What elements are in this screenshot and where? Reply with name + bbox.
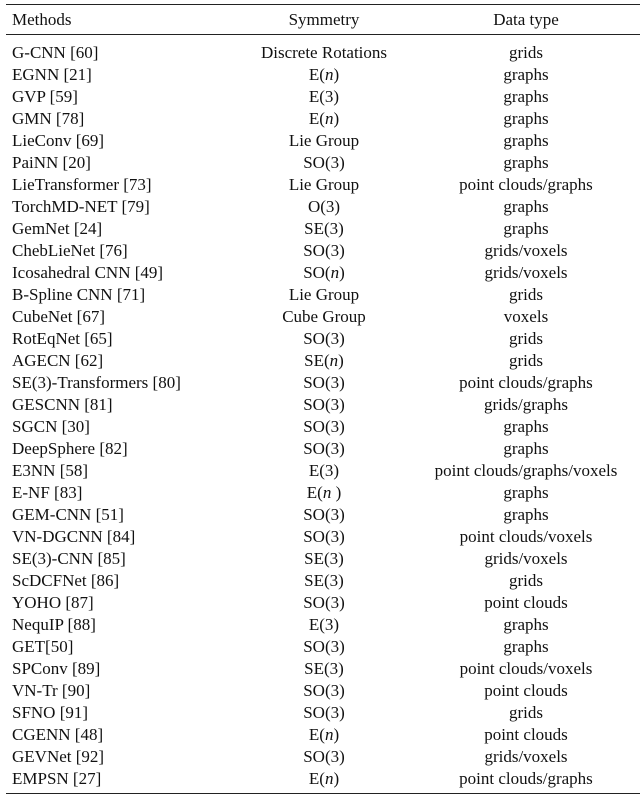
- table-row: [6, 702, 640, 724]
- method-cell: EMPSN [27]: [12, 769, 102, 788]
- data-type-cell: grids: [509, 571, 543, 590]
- data-type-cell: graphs: [503, 483, 549, 502]
- header-methods: Methods: [12, 9, 72, 29]
- data-type-cell: grids/voxels: [484, 747, 568, 766]
- methods-table-container: [6, 4, 634, 794]
- table-row: [6, 240, 640, 262]
- data-type-cell: point clouds: [484, 681, 568, 700]
- data-type-cell: grids: [509, 285, 543, 304]
- symmetry-cell: E(3): [308, 615, 340, 634]
- data-type-cell: point clouds/graphs/voxels: [434, 461, 618, 480]
- symmetry-cell: E(n): [308, 65, 340, 84]
- table-row: [6, 328, 640, 350]
- symmetry-cell: Cube Group: [282, 307, 366, 326]
- data-type-cell: point clouds: [484, 725, 568, 744]
- data-type-cell: graphs: [503, 197, 549, 216]
- data-type-cell: grids/graphs: [483, 395, 569, 414]
- data-type-cell: graphs: [503, 65, 549, 84]
- header-data-type: Data type: [493, 9, 559, 29]
- method-cell: G-CNN [60]: [12, 43, 99, 62]
- symmetry-cell: SO(3): [303, 153, 345, 172]
- table-row: [6, 262, 640, 284]
- method-cell: AGECN [62]: [12, 351, 104, 370]
- data-type-cell: point clouds/voxels: [459, 527, 593, 546]
- method-cell: GET[50]: [12, 637, 74, 656]
- method-cell: SPConv [89]: [12, 659, 101, 678]
- data-type-cell: point clouds/voxels: [459, 659, 593, 678]
- symmetry-cell: E(n ): [306, 483, 342, 502]
- symmetry-cell: O(3): [307, 197, 341, 216]
- table-row: [6, 306, 640, 328]
- symmetry-cell: SO(3): [303, 681, 345, 700]
- method-cell: LieTransformer [73]: [12, 175, 152, 194]
- symmetry-cell: E(3): [308, 461, 340, 480]
- method-cell: Icosahedral CNN [49]: [12, 263, 164, 282]
- method-cell: RotEqNet [65]: [12, 329, 113, 348]
- method-cell: GVP [59]: [12, 87, 78, 106]
- table-row: [6, 482, 640, 504]
- table-row: [6, 768, 640, 794]
- method-cell: GEM-CNN [51]: [12, 505, 124, 524]
- table-row: [6, 394, 640, 416]
- symmetry-cell: SO(3): [303, 703, 345, 722]
- method-cell: CubeNet [67]: [12, 307, 106, 326]
- symmetry-cell: SO(3): [303, 395, 345, 414]
- symmetry-cell: SE(3): [304, 659, 344, 678]
- symmetry-cell: Discrete Rotations: [260, 43, 388, 62]
- method-cell: ChebLieNet [76]: [12, 241, 128, 260]
- methods-table: [6, 4, 640, 794]
- symmetry-cell: SO(3): [303, 593, 345, 612]
- symmetry-cell: E(n): [308, 769, 340, 788]
- symmetry-cell: SO(3): [303, 329, 345, 348]
- method-cell: ScDCFNet [86]: [12, 571, 120, 590]
- data-type-cell: grids/voxels: [484, 241, 568, 260]
- table-row: [6, 350, 640, 372]
- method-cell: SE(3)-CNN [85]: [12, 549, 126, 568]
- table-row: [6, 372, 640, 394]
- table-row: [6, 196, 640, 218]
- method-cell: VN-DGCNN [84]: [12, 527, 136, 546]
- symmetry-cell: SE(3): [304, 549, 344, 568]
- table-row: [6, 504, 640, 526]
- data-type-cell: graphs: [503, 439, 549, 458]
- symmetry-cell: SO(3): [303, 241, 345, 260]
- data-type-cell: grids: [509, 351, 543, 370]
- symmetry-cell: Lie Group: [288, 175, 360, 194]
- symmetry-cell: SO(3): [303, 417, 345, 436]
- table-row: [6, 130, 640, 152]
- data-type-cell: grids: [509, 329, 543, 348]
- symmetry-cell: SE(3): [304, 219, 344, 238]
- table-header: [6, 5, 640, 35]
- table-row: [6, 680, 640, 702]
- data-type-cell: graphs: [503, 109, 549, 128]
- data-type-cell: point clouds/graphs: [459, 769, 593, 788]
- symmetry-cell: SE(n): [304, 351, 344, 370]
- method-cell: EGNN [21]: [12, 65, 92, 84]
- method-cell: YOHO [87]: [12, 593, 94, 612]
- table-row: [6, 548, 640, 570]
- data-type-cell: grids/voxels: [484, 263, 568, 282]
- symmetry-cell: Lie Group: [288, 131, 360, 150]
- symmetry-cell: SO(3): [303, 439, 345, 458]
- table-row: [6, 284, 640, 306]
- symmetry-cell: SO(3): [303, 637, 345, 656]
- table-row: [6, 218, 640, 240]
- data-type-cell: grids: [509, 43, 543, 62]
- data-type-cell: point clouds: [484, 593, 568, 612]
- method-cell: E-NF [83]: [12, 483, 83, 502]
- table-row: [6, 35, 640, 65]
- data-type-cell: voxels: [503, 307, 549, 326]
- table-row: [6, 614, 640, 636]
- method-cell: CGENN [48]: [12, 725, 104, 744]
- symmetry-cell: SO(3): [303, 747, 345, 766]
- symmetry-cell: SO(3): [303, 373, 345, 392]
- table-row: [6, 592, 640, 614]
- data-type-cell: grids/voxels: [484, 549, 568, 568]
- table-row: [6, 636, 640, 658]
- table-row: [6, 438, 640, 460]
- symmetry-cell: Lie Group: [288, 285, 360, 304]
- symmetry-cell: E(3): [308, 87, 340, 106]
- method-cell: GESCNN [81]: [12, 395, 113, 414]
- method-cell: NequIP [88]: [12, 615, 96, 634]
- table-row: [6, 570, 640, 592]
- method-cell: E3NN [58]: [12, 461, 89, 480]
- table-row: [6, 108, 640, 130]
- table-row: [6, 746, 640, 768]
- method-cell: GEVNet [92]: [12, 747, 105, 766]
- method-cell: PaiNN [20]: [12, 153, 91, 172]
- header-row: [6, 5, 640, 35]
- data-type-cell: graphs: [503, 637, 549, 656]
- symmetry-cell: SO(n): [303, 263, 345, 282]
- symmetry-cell: E(n): [308, 725, 340, 744]
- symmetry-cell: SE(3): [304, 571, 344, 590]
- symmetry-cell: SO(3): [303, 527, 345, 546]
- method-cell: LieConv [69]: [12, 131, 105, 150]
- method-cell: GMN [78]: [12, 109, 85, 128]
- data-type-cell: graphs: [503, 417, 549, 436]
- data-type-cell: graphs: [503, 219, 549, 238]
- method-cell: VN-Tr [90]: [12, 681, 91, 700]
- table-row: [6, 174, 640, 196]
- method-cell: SE(3)-Transformers [80]: [12, 373, 181, 392]
- data-type-cell: point clouds/graphs: [459, 373, 593, 392]
- table-row: [6, 724, 640, 746]
- data-type-cell: graphs: [503, 505, 549, 524]
- data-type-cell: graphs: [503, 131, 549, 150]
- data-type-cell: grids: [509, 703, 543, 722]
- method-cell: TorchMD-NET [79]: [12, 197, 150, 216]
- data-type-cell: graphs: [503, 87, 549, 106]
- table-row: [6, 152, 640, 174]
- data-type-cell: graphs: [503, 153, 549, 172]
- symmetry-cell: SO(3): [303, 505, 345, 524]
- data-type-cell: graphs: [503, 615, 549, 634]
- table-row: [6, 658, 640, 680]
- method-cell: SFNO [91]: [12, 703, 89, 722]
- method-cell: B-Spline CNN [71]: [12, 285, 146, 304]
- table-body: [6, 35, 640, 794]
- symmetry-cell: E(n): [308, 109, 340, 128]
- table-row: [6, 526, 640, 548]
- header-symmetry: Symmetry: [288, 9, 360, 29]
- table-row: [6, 64, 640, 86]
- method-cell: GemNet [24]: [12, 219, 103, 238]
- method-cell: DeepSphere [82]: [12, 439, 128, 458]
- method-cell: SGCN [30]: [12, 417, 90, 436]
- data-type-cell: point clouds/graphs: [459, 175, 593, 194]
- table-row: [6, 416, 640, 438]
- table-row: [6, 86, 640, 108]
- table-row: [6, 460, 640, 482]
